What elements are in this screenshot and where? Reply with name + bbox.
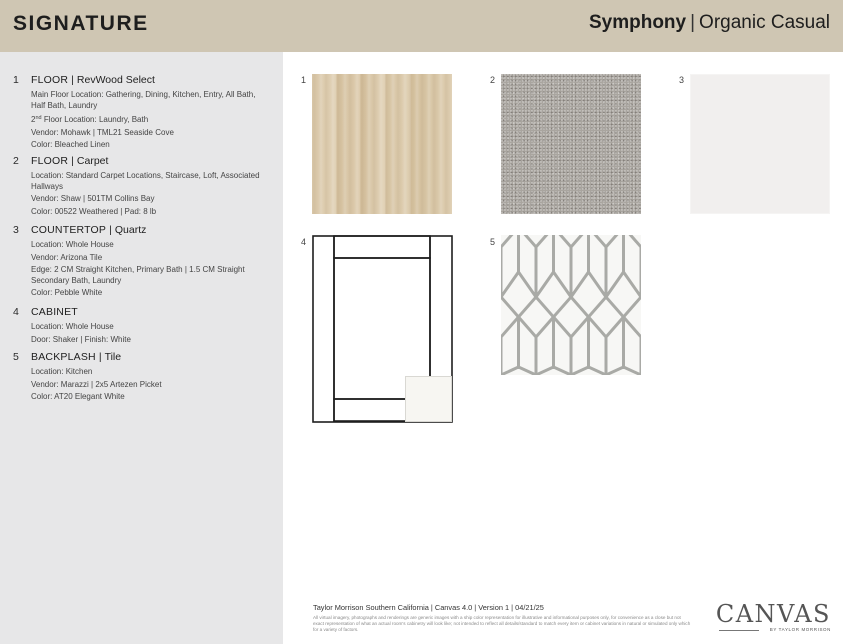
wood-plank-swatch-icon — [312, 74, 452, 214]
spec-line: Location: Whole House — [31, 322, 114, 331]
spec-line: Vendor: Marazzi | 2x5 Artezen Picket — [31, 379, 162, 389]
spec-category: FLOOR — [31, 155, 69, 167]
spec-product: Quartz — [114, 224, 147, 236]
spec-line: Vendor: Arizona Tile — [31, 252, 103, 262]
spec-line: Color: AT20 Elegant White — [31, 392, 125, 402]
spec-line: Main Floor Location: Gathering, Dining, Kitchen, Entry, All Bath, Half Bath, Laundry — [31, 90, 256, 110]
collection-name: Symphony — [588, 12, 687, 33]
spec-number: 2 — [13, 155, 19, 167]
spec-line: 2nd Floor Location: Laundry, Bath — [31, 115, 149, 125]
spec-details — [31, 322, 271, 347]
footer — [313, 603, 713, 633]
picket-tile-pattern — [501, 235, 641, 375]
logo-rule — [719, 630, 759, 631]
spec-details — [31, 240, 271, 301]
swatch-number: 5 — [490, 237, 496, 247]
spec-number: 1 — [13, 74, 19, 86]
quartz-swatch-icon — [690, 74, 830, 214]
spec-product: Tile — [104, 351, 122, 363]
spec-category: BACKPLASH — [31, 351, 96, 363]
spec-title — [31, 306, 78, 318]
collection-separator: | — [690, 12, 696, 33]
spec-product: RevWood Select — [76, 74, 155, 86]
spec-line: Vendor: Shaw | 501TM Collins Bay — [31, 194, 155, 204]
logo-byline: BY TAYLOR MORRISON — [769, 627, 831, 632]
spec-product: Carpet — [76, 155, 109, 167]
spec-line: Color: Bleached Linen — [31, 140, 110, 150]
spec-title: BACKPLASH | Tile — [31, 351, 122, 363]
footer-credit: Taylor Morrison Southern California | Canvas 4.0 | Version 1 | 04/21/25 — [313, 603, 544, 612]
spec-details — [31, 367, 271, 405]
spec-details — [31, 90, 271, 153]
carpet-swatch-icon — [501, 74, 641, 214]
spec-details — [31, 171, 271, 219]
brand-title: SIGNATURE — [13, 12, 149, 35]
spec-number: 5 — [13, 351, 19, 363]
spec-line: Location: Kitchen — [31, 367, 93, 376]
spec-title: FLOOR | Carpet — [31, 155, 109, 167]
swatch-number: 2 — [490, 75, 496, 85]
shaker-cabinet-door-icon — [312, 235, 453, 423]
spec-number: 4 — [13, 306, 19, 318]
spec-line: Location: Whole House — [31, 240, 114, 249]
swatch-number: 4 — [301, 237, 307, 247]
footer-disclaimer: All virtual imagery, photographs and renderings are generic images with a ship color representation for illustrative and informational purposes only, for convenience as a close but not exact representation of what an actual room's cabinetry will look like; not intended to reflect all details/standard to match every item or cabinet variations in natural or simulated only which for a variety of factors. — [313, 615, 691, 632]
spec-line: Edge: 2 CM Straight Kitchen, Primary Bath | 1.5 CM Straight Secondary Bath, Laundry — [31, 265, 245, 285]
spec-line: Location: Standard Carpet Locations, Staircase, Loft, Associated Hallways — [31, 171, 260, 191]
spec-category: CABINET — [31, 306, 78, 318]
spec-title: FLOOR | RevWood Select — [31, 74, 155, 86]
spec-line: Door: Shaker | Finish: White — [31, 334, 131, 344]
collection-title — [589, 12, 830, 34]
paint-chip-swatch — [405, 376, 452, 422]
spec-line: Vendor: Mohawk | TML21 Seaside Cove — [31, 127, 174, 137]
specs-sidebar — [0, 52, 283, 644]
swatch-board — [283, 52, 843, 644]
canvas-logo — [715, 598, 831, 636]
spec-number: 3 — [13, 224, 19, 236]
picket-tile-swatch-icon — [501, 235, 641, 375]
spec-category: COUNTERTOP — [31, 224, 107, 236]
swatch-number: 1 — [301, 75, 307, 85]
collection-style: Organic Casual — [699, 12, 830, 33]
spec-line: Color: Pebble White — [31, 288, 103, 298]
spec-category: FLOOR — [31, 74, 69, 86]
swatch-number: 3 — [679, 75, 685, 85]
spec-line: Color: 00522 Weathered | Pad: 8 lb — [31, 206, 157, 216]
logo-word: CANVAS — [715, 600, 831, 628]
spec-title: COUNTERTOP | Quartz — [31, 224, 147, 236]
header-bar — [0, 0, 843, 52]
